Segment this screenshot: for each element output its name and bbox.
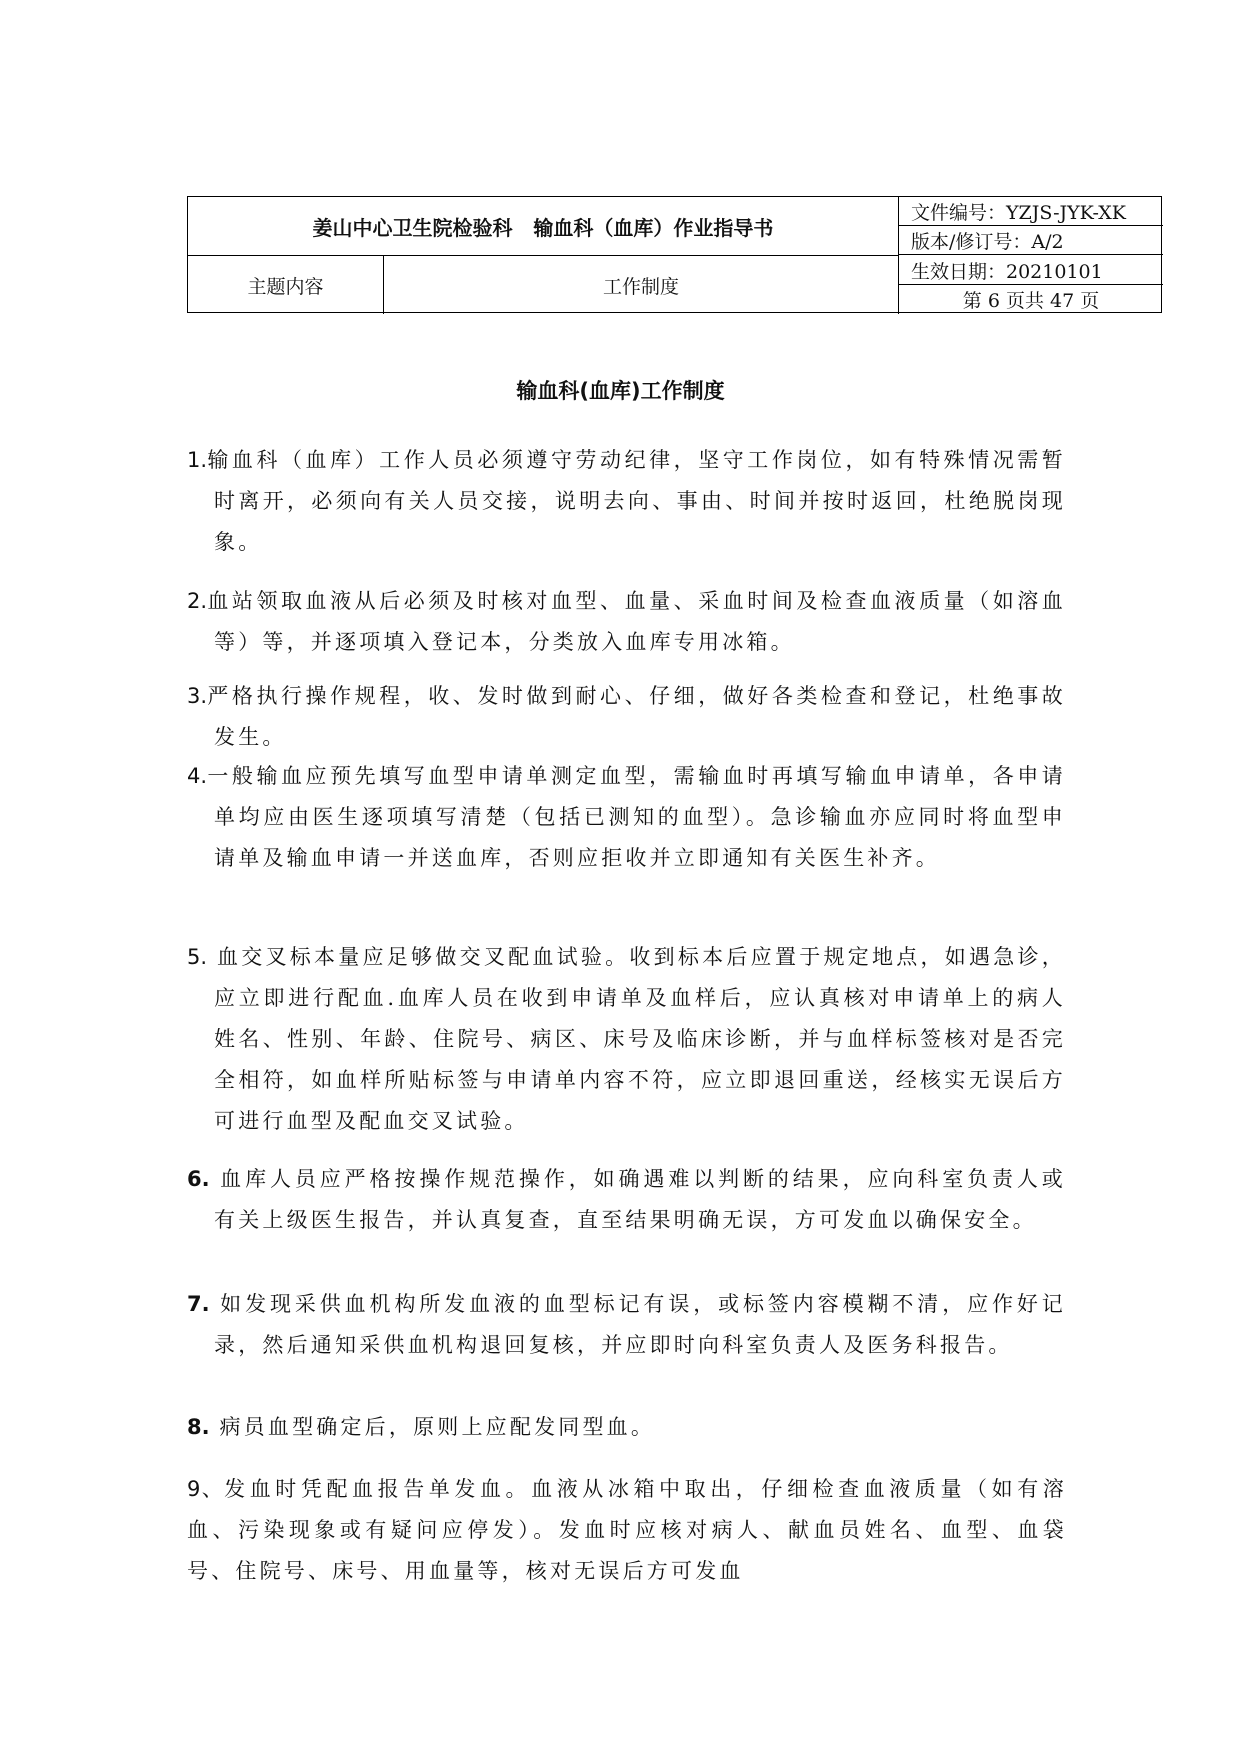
item-text: 如发现采供血机构所发血液的血型标记有误，或标签内容模糊不清，应作好记录，然后通知采供血机构退回复核，并应即时向科室负责人及医务科报告。 [209, 1292, 1066, 1357]
item-number: 7. [187, 1292, 210, 1316]
version-number: 版本/修订号：A/2 [899, 226, 1163, 255]
item-number: 6. [187, 1167, 210, 1191]
page-info: 第 6 页共 47 页 [962, 290, 1100, 312]
item-text: 严格执行操作规程，收、发时做到耐心、仔细，做好各类检查和登记，杜绝事故发生。 [207, 684, 1066, 749]
list-item [187, 1284, 1066, 1366]
topic-label: 主题内容 [188, 256, 384, 314]
item-text: 血站领取血液从后必须及时核对血型、血量、采血时间及检查血液质量（如溶血等）等，并逐项填入登记本，分类放入血库专用冰箱。 [207, 589, 1066, 654]
item-text: 病员血型确定后，原则上应配发同型血。 [209, 1415, 656, 1439]
list-item [187, 756, 1066, 879]
item-number: 4. [187, 764, 208, 788]
list-item [187, 440, 1066, 563]
list-item [187, 1469, 1067, 1592]
list-item [187, 581, 1066, 663]
item-number: 9、 [187, 1477, 225, 1501]
document-title: 输血科(血库)工作制度 [516, 379, 725, 403]
item-text: 血交叉标本量应足够做交叉配血试验。收到标本后应置于规定地点，如遇急诊，应立即进行配血.血库人员在收到申请单及血样后，应认真核对申请单上的病人姓名、性别、年龄、住院号、病区、床号及临床诊断，并与血样标签核对是否完全相符，如血样所贴标签与申请单内容不符，应立即退回重送，经核实无误后方可进行血型及配血交叉试验。 [207, 945, 1066, 1133]
item-text: 发血时凭配血报告单发血。血液从冰箱中取出，仔细检查血液质量（如有溶血、污染现象或有疑问应停发）。发血时应核对病人、献血员姓名、血型、血袋号、住院号、床号、用血量等，核对无误后方可发血 [187, 1477, 1067, 1583]
document-number: 文件编号：YZJS-JYK-XK [899, 197, 1163, 226]
item-number: 2. [187, 589, 208, 613]
list-item [187, 1159, 1066, 1241]
item-text: 血库人员应严格按操作规范操作，如确遇难以判断的结果，应向科室负责人或有关上级医生报告，并认真复查，直至结果明确无误，方可发血以确保安全。 [209, 1167, 1066, 1232]
item-number: 1. [187, 448, 208, 472]
document-header-table [187, 196, 1162, 313]
effective-date: 生效日期：20210101 [899, 256, 1163, 285]
item-number: 3. [187, 684, 208, 708]
header-title: 姜山中心卫生院检验科 输血科（血库）作业指导书 [188, 197, 899, 256]
item-number: 8. [187, 1415, 210, 1439]
list-item [187, 1407, 1066, 1448]
item-text: 输血科（血库）工作人员必须遵守劳动纪律，坚守工作岗位，如有特殊情况需暂时离开，必须向有关人员交接，说明去向、事由、时间并按时返回，杜绝脱岗现象。 [207, 448, 1066, 554]
item-number: 5. [187, 945, 208, 969]
topic-value: 工作制度 [384, 256, 899, 314]
list-item [187, 937, 1066, 1142]
item-text: 一般输血应预先填写血型申请单测定血型，需输血时再填写输血申请单，各申请单均应由医生逐项填写清楚（包括已测知的血型）。急诊输血亦应同时将血型申请单及输血申请一并送血库，否则应拒收并立即通知有关医生补齐。 [207, 764, 1066, 870]
list-item [187, 676, 1066, 758]
